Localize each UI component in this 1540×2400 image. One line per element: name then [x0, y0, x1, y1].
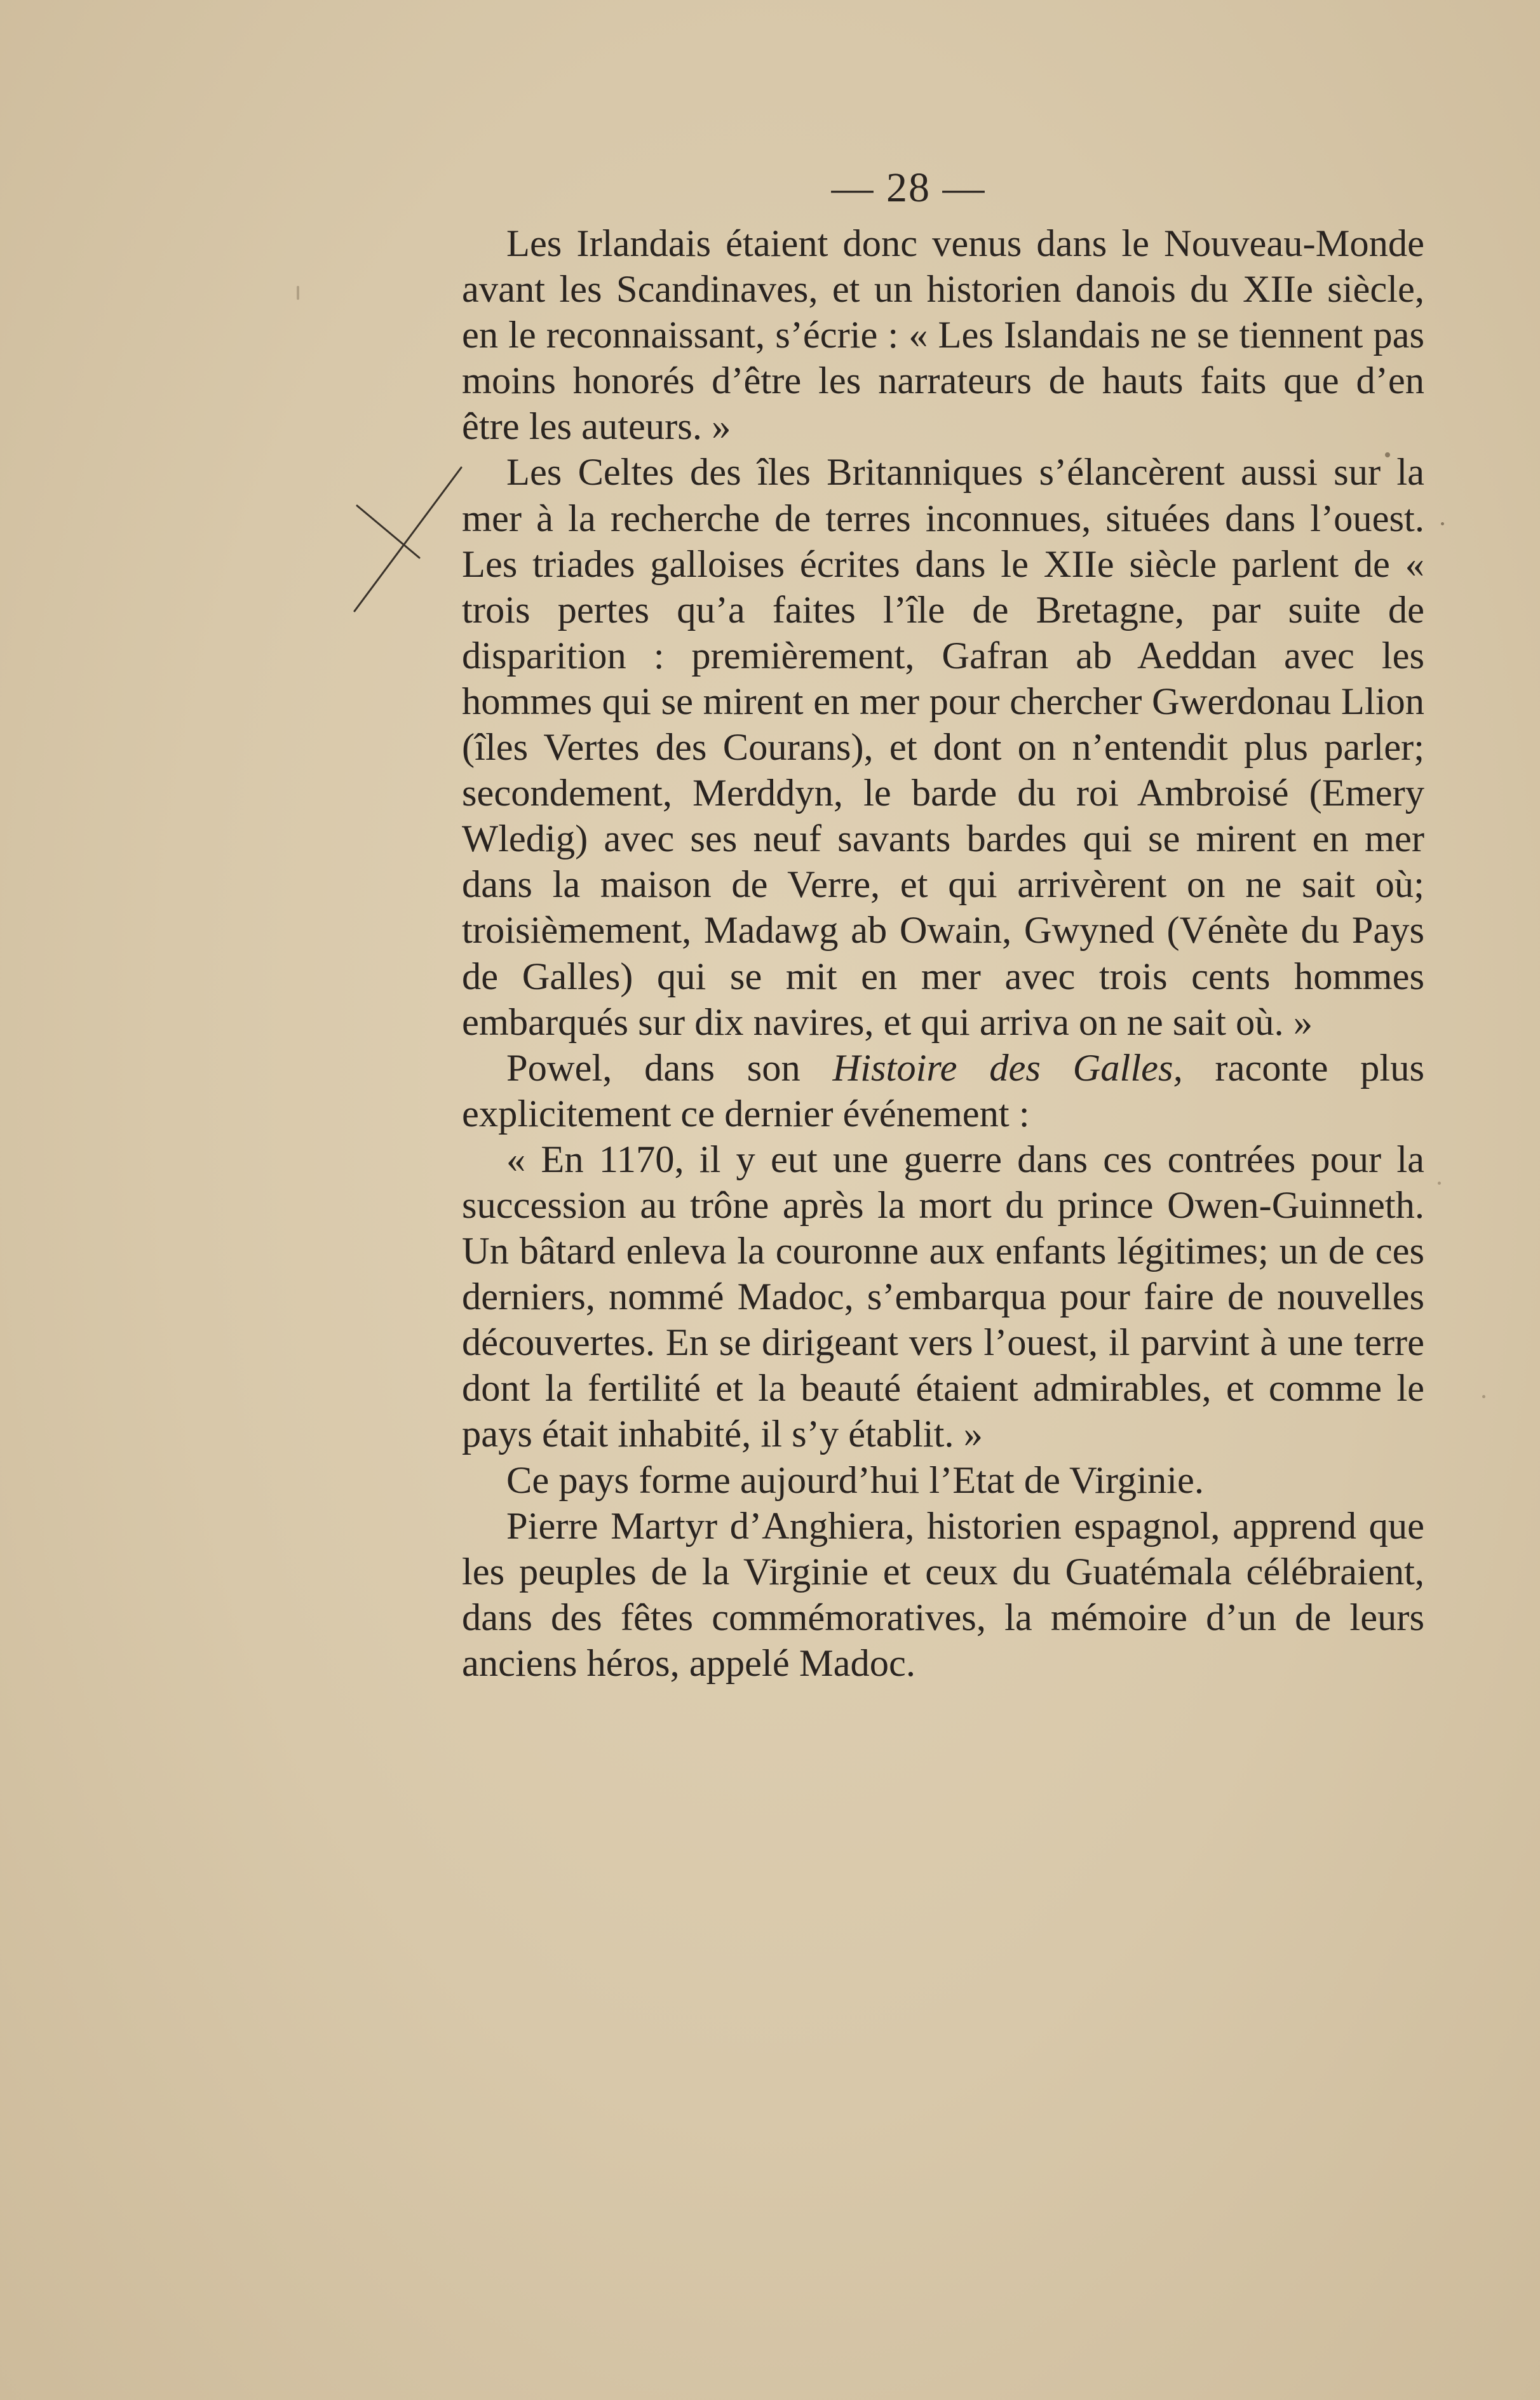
paragraph-3-lead: Powel, dans son: [506, 1046, 833, 1089]
paragraph-4: « En 1170, il y eut une guerre dans ces contrées pour la succession au trône après la mort du prince Owen-Guinneth. Un bâtard enleva la couronne aux enfants légitimes; un de ces derniers, nommé Madoc, s’embarqua pour faire de nouvelles découvertes. En se dirigeant vers l’ouest, il parvint à une terre dont la fertilité et la beauté étaient admirables, et comme le pays était inhabité, il s’y établit. »: [462, 1138, 1424, 1456]
paragraph-5: Ce pays forme aujourd’hui l’Etat de Virginie.: [506, 1459, 1204, 1502]
paragraph-2: Les Celtes des îles Britanniques s’élancèrent aussi sur la mer à la recherche de terres inconnues, situées dans l’ouest. Les triades galloises écrites dans le XIIe siècle parlent de « trois pertes qu’a faites l’île de Bretagne, par suite de disparition : premièrement, Gafran ab Aeddan avec les hommes qui se mirent en mer pour chercher Gwerdonau Llion (îles Vertes des Courans), et dont on n’entendit plus parler; secondement, Merddyn, le barde du roi Ambroisé (Emery Wledig) avec ses neuf savants bardes qui se mirent en mer dans la maison de Verre, et qui arrivèrent on ne sait où; troisièmement, Madawg ab Owain, Gwyned (Vénète du Pays de Galles) qui se mit en mer avec trois cents hommes embarqués sur dix navires, et qui arriva on ne sait où. »: [462, 451, 1424, 1044]
paragraph-1: Les Irlandais étaient donc venus dans le Nouveau-Monde avant les Scandinaves, et un historien danois du XIIe siècle, en le reconnaissant, s’écrie : « Les Islandais ne se tiennent pas moins honorés d’être les narrateurs de hauts faits que d’en être les auteurs. »: [462, 222, 1424, 448]
book-title-italic: Histoire des Galles,: [832, 1046, 1183, 1089]
paragraph-3-tail: raconte plus explicitement ce dernier événement :: [462, 1046, 1424, 1135]
handwritten-cross-mark: [348, 464, 463, 623]
paragraph-3: [462, 1046, 1424, 1137]
body-text: [462, 221, 1424, 1687]
page-number: — 28 —: [831, 165, 986, 211]
paragraph-6: Pierre Martyr d’Anghiera, historien espagnol, apprend que les peuples de la Virginie et ceux du Guatémala célébraient, dans des fêtes commémoratives, la mémoire d’un de leurs anciens héros, appelé Madoc.: [462, 1504, 1424, 1685]
